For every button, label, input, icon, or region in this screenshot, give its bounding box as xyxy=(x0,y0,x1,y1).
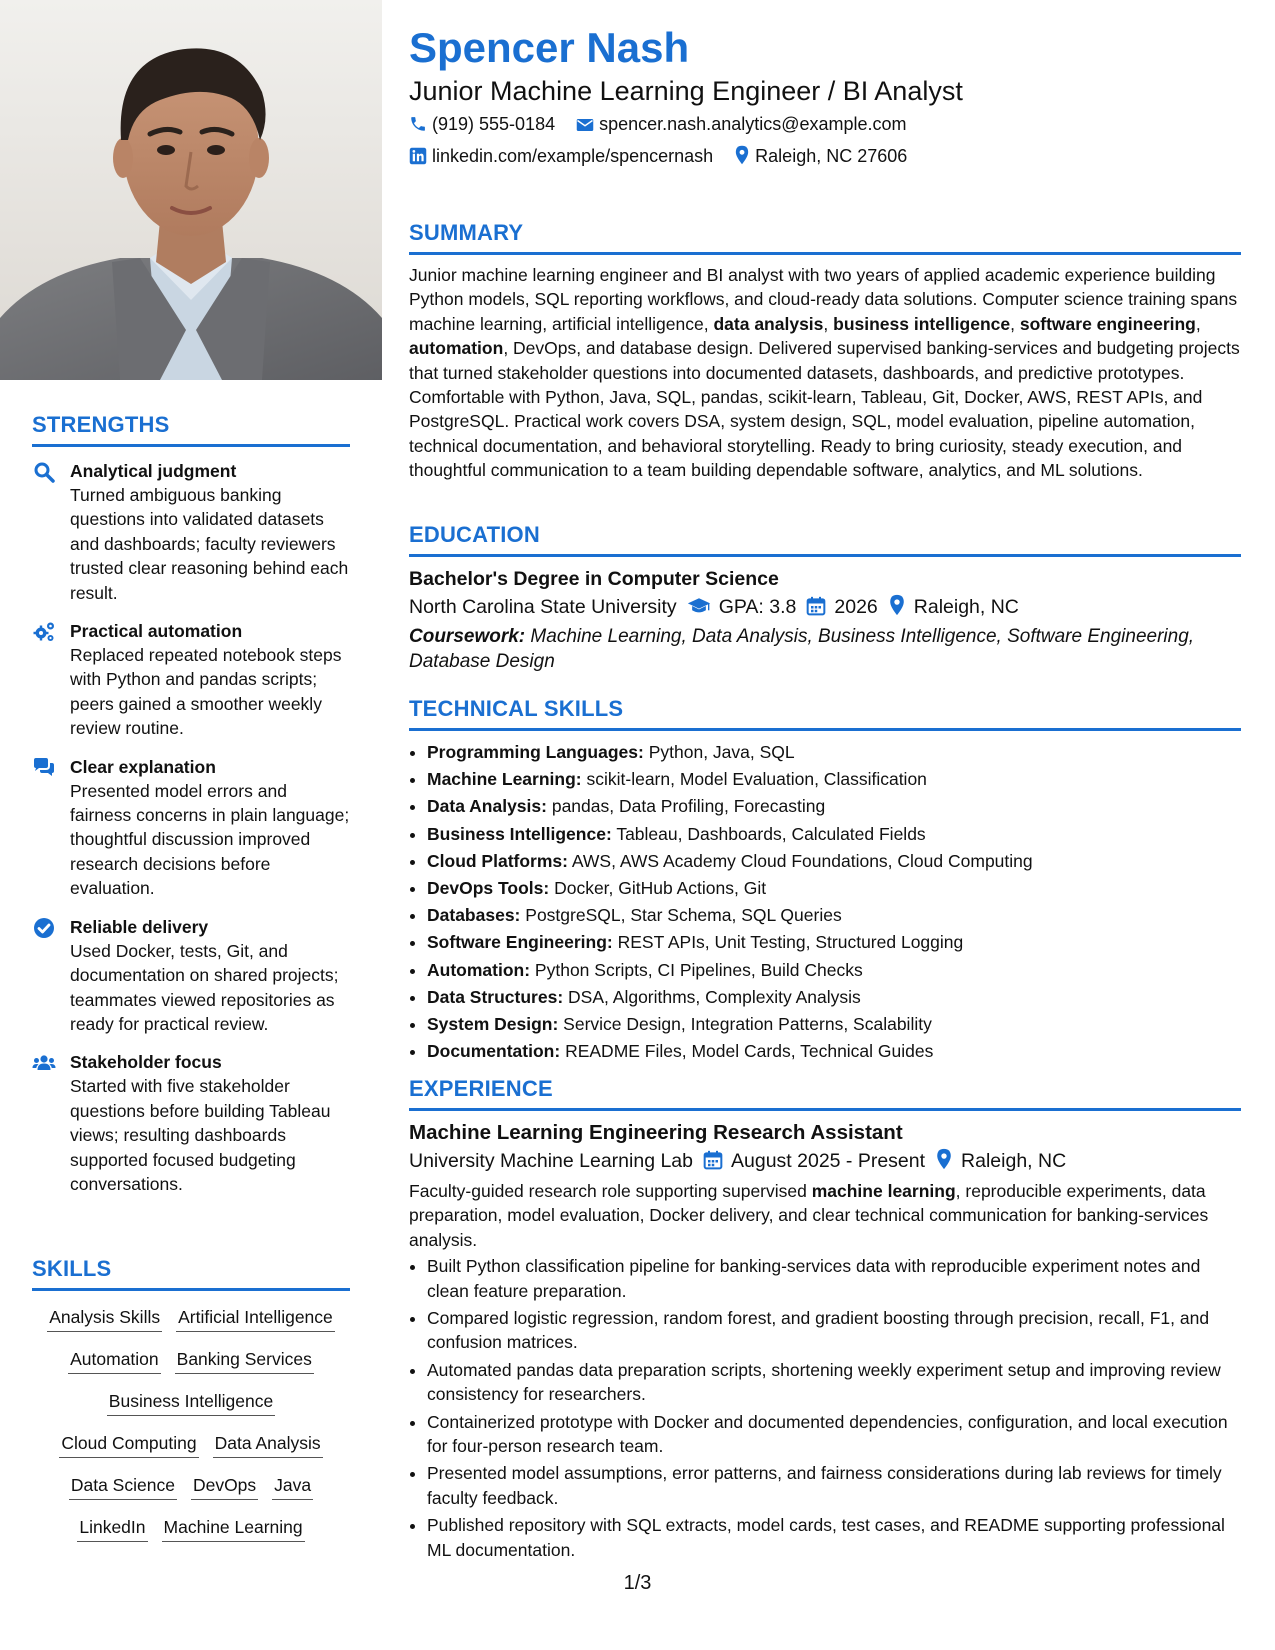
skill-chip: DevOps xyxy=(191,1473,258,1500)
experience-intro xyxy=(409,1179,1241,1252)
strength-title: Practical automation xyxy=(70,621,243,642)
skill-chip: Data Analysis xyxy=(213,1431,323,1458)
gears-icon xyxy=(32,620,56,644)
bold-keyword: automation xyxy=(409,338,504,359)
summary-text xyxy=(409,263,1241,483)
skill-values: Docker, GitHub Actions, Git xyxy=(554,878,767,899)
check-circle-icon xyxy=(32,916,56,940)
skills-row xyxy=(32,1515,350,1542)
phone-icon xyxy=(409,115,427,133)
phone-text[interactable]: (919) 555-0184 xyxy=(432,114,556,134)
linkedin-icon xyxy=(409,147,427,165)
skill-values: Python Scripts, CI Pipelines, Build Checks xyxy=(534,959,863,980)
technical-skills-heading: TECHNICAL SKILLS xyxy=(409,696,1241,731)
skill-category: Automation: xyxy=(427,959,531,980)
skills-row xyxy=(32,1389,350,1416)
technical-skill-item xyxy=(427,848,1241,875)
skills-row xyxy=(32,1347,350,1374)
experience-location: Raleigh, NC xyxy=(961,1150,1067,1172)
strengths-section xyxy=(32,412,350,1210)
profile-photo xyxy=(0,0,382,380)
bold-keyword: machine learning xyxy=(811,1181,956,1201)
experience-bullet: • Built Python classification pipeline for banking-services data with reproducible experiment notes and clean feature preparation. xyxy=(427,1254,1241,1303)
coursework-list: Machine Learning, Data Analysis, Business Intelligence, Software Engineering, Database Design xyxy=(409,626,1195,672)
skill-chip: Machine Learning xyxy=(162,1515,305,1542)
graduation-year: 2026 xyxy=(834,596,878,618)
experience-role: Machine Learning Engineering Research Assistant xyxy=(409,1121,903,1144)
calendar-icon xyxy=(806,596,826,616)
experience-section xyxy=(409,1076,1241,1565)
skill-category: Business Intelligence: xyxy=(427,823,612,844)
text-run: , xyxy=(823,313,834,334)
bold-keyword: data analysis xyxy=(713,313,824,334)
skill-chip: LinkedIn xyxy=(77,1515,147,1542)
contact-linkedin xyxy=(409,144,713,168)
users-icon xyxy=(32,1051,56,1075)
skill-category: Programming Languages: xyxy=(427,742,644,762)
linkedin-text[interactable]: linkedin.com/example/spencernash xyxy=(432,146,714,166)
candidate-name: Spencer Nash xyxy=(409,24,690,71)
strength-item xyxy=(32,755,350,901)
strength-desc: Presented model errors and fairness concerns in plain language; thoughtful discussion improved research decisions before evaluation. xyxy=(70,780,350,899)
skill-category: Cloud Platforms: xyxy=(427,850,568,871)
contact-email xyxy=(576,112,906,136)
location-text: Raleigh, NC 27606 xyxy=(755,146,908,166)
technical-skill-item xyxy=(427,793,1241,820)
job-title: Junior Machine Learning Engineer / BI Analyst xyxy=(409,76,963,106)
skills-cloud xyxy=(32,1303,350,1542)
text-run: Faculty-guided research role supporting supervised xyxy=(409,1181,812,1201)
page-number xyxy=(0,1572,1275,1595)
education-location: Raleigh, NC xyxy=(913,596,1019,618)
strength-desc: Replaced repeated notebook steps with Python and pandas scripts; peers gained a smoother weekly review routine. xyxy=(70,645,342,739)
skills-row xyxy=(32,1473,350,1500)
calendar-icon xyxy=(703,1150,723,1170)
search-icon xyxy=(32,460,56,484)
technical-skill-item xyxy=(427,1011,1241,1038)
skills-heading: SKILLS xyxy=(32,1256,350,1291)
skills-section xyxy=(32,1256,350,1557)
strength-title: Analytical judgment xyxy=(70,461,237,481)
skill-chip: Business Intelligence xyxy=(107,1389,275,1416)
experience-bullet: • Automated pandas data preparation scripts, shortening weekly experiment setup and improving review consistency for researchers. xyxy=(427,1358,1241,1407)
skill-values: Service Design, Integration Patterns, Scalability xyxy=(563,1014,932,1035)
text-run: , xyxy=(1195,313,1201,334)
contact-location xyxy=(734,144,907,168)
technical-skill-item xyxy=(427,739,1241,766)
text-run: , reproducible experiments, data preparation, model evaluation, Docker delivery, and clear technical communication for banking-services analysis. xyxy=(409,1181,1209,1250)
map-pin-icon xyxy=(888,594,906,616)
experience-bullet: • Compared logistic regression, random forest, and gradient boosting through precision, recall, F1, and confusion matrices. xyxy=(427,1306,1241,1355)
skill-category: Databases: xyxy=(427,905,521,926)
strength-item xyxy=(32,459,350,605)
experience-bullet: • Presented model assumptions, error patterns, and fairness considerations during lab reviews for timely faculty feedback. xyxy=(427,1461,1241,1510)
skill-values: scikit-learn, Model Evaluation, Classification xyxy=(586,769,927,790)
strength-desc: Turned ambiguous banking questions into validated datasets and dashboards; faculty reviewers trusted clear reasoning behind each result. xyxy=(70,485,349,603)
experience-bullet: • Containerized prototype with Docker and documented dependencies, configuration, and local execution for four-person research team. xyxy=(427,1410,1241,1459)
skill-chip: Automation xyxy=(68,1347,161,1374)
skill-values: PostgreSQL, Star Schema, SQL Queries xyxy=(525,905,842,926)
strength-title: Stakeholder focus xyxy=(70,1052,222,1073)
strength-title: Clear explanation xyxy=(70,756,216,777)
left-column xyxy=(0,0,382,1650)
skill-values: REST APIs, Unit Testing, Structured Logging xyxy=(617,932,964,953)
comments-icon xyxy=(32,756,56,780)
skill-values: pandas, Data Profiling, Forecasting xyxy=(551,796,826,817)
skill-chip: Artificial Intelligence xyxy=(176,1305,335,1332)
map-pin-icon xyxy=(935,1148,953,1170)
skill-category: Data Structures: xyxy=(427,986,564,1007)
strength-desc: Used Docker, tests, Git, and documentation on shared projects; teammates viewed repositories as ready for practical review. xyxy=(70,940,339,1034)
technical-skills-list xyxy=(409,739,1241,1065)
education-meta xyxy=(409,593,1241,621)
experience-bullet: • Published repository with SQL extracts, model cards, test cases, and README supporting professional ML documentation. xyxy=(427,1513,1241,1562)
page-number-text: 1/3 xyxy=(623,1572,652,1594)
technical-skill-item xyxy=(427,875,1241,902)
summary-section xyxy=(409,220,1241,483)
skill-values: README Files, Model Cards, Technical Guides xyxy=(565,1041,934,1062)
technical-skills-section xyxy=(409,696,1241,1065)
skill-category: DevOps Tools: xyxy=(427,878,550,899)
bold-keyword: software engineering xyxy=(1019,313,1196,334)
skill-category: Software Engineering: xyxy=(427,932,613,953)
technical-skill-item xyxy=(427,902,1241,929)
map-pin-icon xyxy=(734,145,750,165)
education-heading: EDUCATION xyxy=(409,522,1241,557)
graduation-cap-icon xyxy=(687,596,711,616)
gpa: GPA: 3.8 xyxy=(718,596,797,618)
skill-category: Data Analysis: xyxy=(427,796,547,817)
skills-row xyxy=(32,1431,350,1458)
skill-chip: Data Science xyxy=(69,1473,177,1500)
strength-item xyxy=(32,1050,350,1196)
experience-dates: August 2025 - Present xyxy=(731,1150,926,1172)
skill-category: Machine Learning: xyxy=(427,769,582,790)
skill-values: AWS, AWS Academy Cloud Foundations, Cloud Computing xyxy=(571,850,1033,871)
contact-row xyxy=(409,144,923,168)
coursework xyxy=(409,625,1241,674)
experience-bullets xyxy=(409,1254,1241,1562)
strength-title: Reliable delivery xyxy=(70,916,209,937)
technical-skill-item xyxy=(427,1038,1241,1065)
skill-values: Python, Java, SQL xyxy=(648,742,795,762)
coursework-label: Coursework: xyxy=(409,626,526,647)
technical-skill-item xyxy=(427,766,1241,793)
envelope-icon xyxy=(576,117,594,133)
strengths-heading: STRENGTHS xyxy=(32,412,350,447)
skill-chip: Banking Services xyxy=(175,1347,314,1374)
skill-chip: Java xyxy=(272,1473,313,1500)
text-run: Junior machine learning engineer and BI analyst with two years of applied academic experience building Python models, SQL reporting workflows, and cloud-ready data solutions. Computer science training spans machine learning, artificial intelligence, xyxy=(409,265,1238,334)
text-run: , xyxy=(1010,313,1020,334)
technical-skill-item xyxy=(427,929,1241,956)
skills-row xyxy=(32,1305,350,1332)
text-run: , DevOps, and database design. Delivered supervised banking-services and budgeting projects that turned stakeholder questions into documented datasets, dashboards, and predictive prototypes. Comfortable with Python, Java, SQL, pandas, scikit-learn, Tableau, Git, Docker, AWS, REST APIs, and PostgreSQL. Practical work covers DSA, system design, SQL, model evaluation, pipeline automation, technical documentation, and behavioral storytelling. Ready to bring curiosity, steady execution, and thoughtful communication to a team building dependable software, analytics, and ML solutions. xyxy=(409,338,1240,481)
degree-title: Bachelor's Degree in Computer Science xyxy=(409,568,779,590)
education-section xyxy=(409,522,1241,674)
technical-skill-item xyxy=(427,821,1241,848)
school-name: North Carolina State University xyxy=(409,596,677,618)
skill-chip: Analysis Skills xyxy=(47,1305,162,1332)
skill-values: Tableau, Dashboards, Calculated Fields xyxy=(616,823,926,844)
experience-org: University Machine Learning Lab xyxy=(409,1150,693,1172)
email-text[interactable]: spencer.nash.analytics@example.com xyxy=(599,114,907,134)
technical-skill-item xyxy=(427,957,1241,984)
skill-values: DSA, Algorithms, Complexity Analysis xyxy=(568,986,861,1007)
strength-item xyxy=(32,619,350,741)
strength-desc: Started with five stakeholder questions before building Tableau views; resulting dashboards supported focused budgeting conversations. xyxy=(70,1076,331,1194)
contact-phone xyxy=(409,112,555,136)
skill-category: System Design: xyxy=(427,1014,559,1035)
summary-heading: SUMMARY xyxy=(409,220,1241,255)
experience-heading: EXPERIENCE xyxy=(409,1076,1241,1111)
experience-meta xyxy=(409,1147,1241,1175)
contact-row xyxy=(409,112,923,136)
technical-skill-item xyxy=(427,984,1241,1011)
bold-keyword: business intelligence xyxy=(833,313,1011,334)
skill-category: Documentation: xyxy=(427,1041,561,1062)
strength-item xyxy=(32,915,350,1037)
skill-chip: Cloud Computing xyxy=(59,1431,198,1458)
